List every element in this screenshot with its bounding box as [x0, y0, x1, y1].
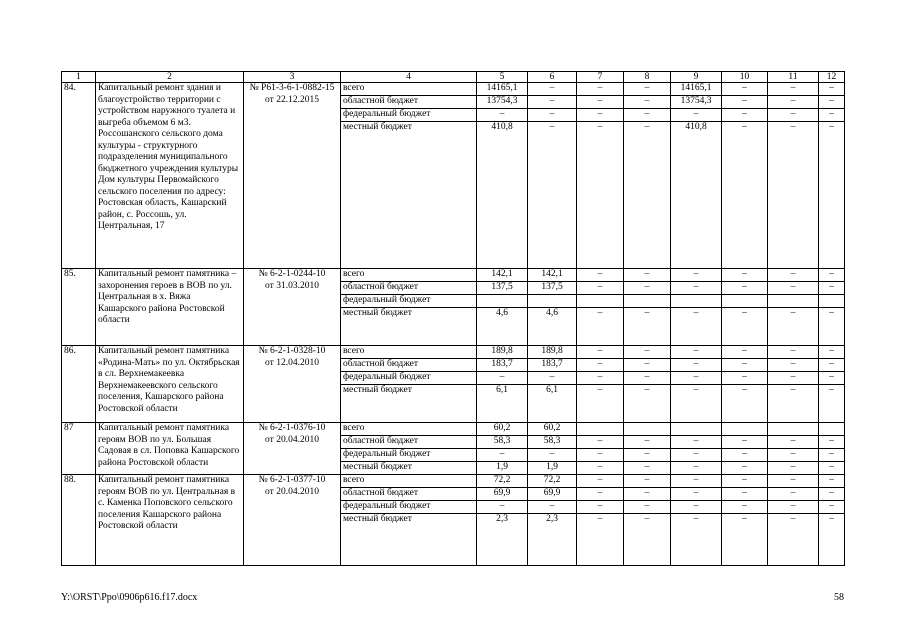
funding-source: всего	[341, 83, 477, 96]
value-cell: –	[768, 359, 819, 372]
header-cell: 12	[819, 72, 845, 83]
object-name: Капитальный ремонт памятника героям ВОВ по ул. Центральная в с. Каменка Поповского сельского поселения Кашарского района Ростовской области	[96, 475, 244, 566]
value-cell: –	[819, 475, 845, 488]
value-cell: –	[671, 359, 722, 372]
table-row	[62, 83, 845, 96]
value-cell: –	[624, 385, 671, 423]
value-cell: 6,1	[477, 385, 528, 423]
funding-source: областной бюджет	[341, 488, 477, 501]
value-cell: –	[819, 269, 845, 282]
funding-source: федеральный бюджет	[341, 372, 477, 385]
value-cell: –	[768, 83, 819, 96]
value-cell: –	[577, 372, 624, 385]
value-cell: 2,3	[528, 514, 577, 566]
value-cell: –	[768, 308, 819, 346]
document-sheet	[61, 71, 844, 566]
value-cell: 2,3	[477, 514, 528, 566]
funding-source: всего	[341, 269, 477, 282]
value-cell: –	[819, 449, 845, 462]
value-cell: –	[624, 269, 671, 282]
value-cell: –	[722, 514, 768, 566]
value-cell: –	[768, 372, 819, 385]
header-cell: 9	[671, 72, 722, 83]
value-cell	[768, 423, 819, 436]
value-cell: –	[722, 475, 768, 488]
value-cell	[722, 423, 768, 436]
value-cell: –	[819, 308, 845, 346]
record-number: 85.	[62, 269, 96, 346]
value-cell: –	[722, 501, 768, 514]
value-cell: 13754,3	[671, 96, 722, 109]
value-cell: 14165,1	[671, 83, 722, 96]
value-cell: 60,2	[477, 423, 528, 436]
object-name: Капитальный ремонт здания и благоустройство территории с устройством наружного туалета и выгреба объемом 6 м3. Россошанского сельского дома культуры - структурного подразделения муниципального бюджетного учреждения культуры Дом культуры Первомайского сельского поселения по адресу: Ростовская область, Кашарский район, с. Россошь, ул. Центральная, 17	[96, 83, 244, 269]
funding-source: местный бюджет	[341, 122, 477, 269]
value-cell: –	[768, 269, 819, 282]
value-cell: 69,9	[477, 488, 528, 501]
record-number: 88.	[62, 475, 96, 566]
value-cell: –	[768, 449, 819, 462]
value-cell: –	[624, 282, 671, 295]
value-cell: –	[577, 385, 624, 423]
header-cell: 10	[722, 72, 768, 83]
value-cell: –	[624, 372, 671, 385]
value-cell: –	[528, 501, 577, 514]
value-cell: –	[577, 346, 624, 359]
value-cell	[477, 295, 528, 308]
value-cell: –	[819, 346, 845, 359]
value-cell: 189,8	[477, 346, 528, 359]
value-cell: 60,2	[528, 423, 577, 436]
value-cell: –	[671, 488, 722, 501]
value-cell: 69,9	[528, 488, 577, 501]
value-cell	[819, 423, 845, 436]
value-cell: –	[577, 122, 624, 269]
value-cell: 142,1	[528, 269, 577, 282]
value-cell: –	[624, 122, 671, 269]
value-cell: 142,1	[477, 269, 528, 282]
value-cell: –	[819, 488, 845, 501]
funding-source: областной бюджет	[341, 96, 477, 109]
record-number: 84.	[62, 83, 96, 269]
value-cell: –	[722, 122, 768, 269]
value-cell	[528, 295, 577, 308]
table-row	[62, 269, 845, 282]
value-cell: –	[577, 514, 624, 566]
contract-number: № 6-2-1-0377-10 от 20.04.2010	[244, 475, 341, 566]
funding-source: федеральный бюджет	[341, 449, 477, 462]
funding-source: областной бюджет	[341, 436, 477, 449]
value-cell: –	[722, 372, 768, 385]
value-cell: –	[624, 109, 671, 122]
header-cell: 4	[341, 72, 477, 83]
value-cell: –	[671, 501, 722, 514]
table-row	[62, 423, 845, 436]
object-name: Капитальный ремонт памятника «Родина-Мать» по ул. Октябрьская в сл. Верхнемакеевка Верхнемакеевского сельского поселения, Кашарского района Ростовской области	[96, 346, 244, 423]
value-cell: –	[624, 475, 671, 488]
value-cell: –	[819, 122, 845, 269]
value-cell: 14165,1	[477, 83, 528, 96]
value-cell: 72,2	[477, 475, 528, 488]
header-cell: 8	[624, 72, 671, 83]
budget-table	[61, 71, 845, 566]
value-cell: 58,3	[477, 436, 528, 449]
value-cell: –	[671, 109, 722, 122]
value-cell: –	[577, 308, 624, 346]
value-cell: –	[722, 96, 768, 109]
value-cell: –	[624, 359, 671, 372]
value-cell: –	[577, 501, 624, 514]
funding-source: местный бюджет	[341, 462, 477, 475]
value-cell: –	[768, 514, 819, 566]
funding-source: всего	[341, 346, 477, 359]
value-cell: –	[819, 462, 845, 475]
value-cell: –	[768, 436, 819, 449]
table-row	[62, 346, 845, 359]
value-cell: –	[768, 109, 819, 122]
funding-source: местный бюджет	[341, 308, 477, 346]
value-cell: 183,7	[528, 359, 577, 372]
value-cell: –	[768, 475, 819, 488]
value-cell: –	[768, 488, 819, 501]
header-row	[62, 72, 845, 83]
funding-source: областной бюджет	[341, 282, 477, 295]
value-cell: –	[722, 385, 768, 423]
funding-source: областной бюджет	[341, 359, 477, 372]
value-cell: –	[722, 449, 768, 462]
contract-number: № Р61-3-6-1-0882-15 от 22.12.2015	[244, 83, 341, 269]
value-cell	[671, 423, 722, 436]
funding-source: местный бюджет	[341, 514, 477, 566]
value-cell: –	[722, 346, 768, 359]
header-cell: 11	[768, 72, 819, 83]
value-cell: 58,3	[528, 436, 577, 449]
value-cell: –	[577, 83, 624, 96]
value-cell: –	[768, 122, 819, 269]
value-cell: 13754,3	[477, 96, 528, 109]
object-name: Капитальный ремонт памятника – захоронения героев в ВОВ по ул. Центральная в х. Вяжа Кашарского района Ростовской области	[96, 269, 244, 346]
record-number: 86.	[62, 346, 96, 423]
contract-number: № 6-2-1-0244-10 от 31.03.2010	[244, 269, 341, 346]
value-cell: –	[722, 308, 768, 346]
footer-file-path: Y:\ORST\Ppo\0906p616.f17.docx	[61, 592, 198, 603]
value-cell: –	[722, 83, 768, 96]
value-cell: –	[577, 96, 624, 109]
value-cell: –	[624, 308, 671, 346]
table-row	[62, 475, 845, 488]
header-cell: 2	[96, 72, 244, 83]
value-cell: –	[528, 96, 577, 109]
header-cell: 6	[528, 72, 577, 83]
value-cell: –	[577, 109, 624, 122]
value-cell: –	[819, 385, 845, 423]
value-cell	[671, 295, 722, 308]
value-cell	[577, 423, 624, 436]
value-cell: –	[477, 109, 528, 122]
value-cell: –	[819, 96, 845, 109]
value-cell: –	[577, 462, 624, 475]
value-cell: –	[819, 359, 845, 372]
value-cell: –	[768, 462, 819, 475]
value-cell: –	[819, 514, 845, 566]
funding-source: федеральный бюджет	[341, 109, 477, 122]
value-cell: –	[722, 462, 768, 475]
value-cell	[819, 295, 845, 308]
funding-source: всего	[341, 423, 477, 436]
value-cell: 137,5	[477, 282, 528, 295]
value-cell: –	[768, 501, 819, 514]
value-cell: –	[671, 462, 722, 475]
value-cell: 137,5	[528, 282, 577, 295]
value-cell	[768, 295, 819, 308]
value-cell: –	[768, 282, 819, 295]
value-cell: –	[577, 449, 624, 462]
value-cell: –	[577, 475, 624, 488]
funding-source: федеральный бюджет	[341, 501, 477, 514]
value-cell: 72,2	[528, 475, 577, 488]
value-cell	[624, 295, 671, 308]
value-cell: 4,6	[477, 308, 528, 346]
value-cell: –	[819, 372, 845, 385]
value-cell: –	[624, 83, 671, 96]
funding-source: местный бюджет	[341, 385, 477, 423]
value-cell: 1,9	[528, 462, 577, 475]
value-cell	[722, 295, 768, 308]
header-cell: 3	[244, 72, 341, 83]
value-cell: –	[624, 436, 671, 449]
value-cell: –	[528, 83, 577, 96]
value-cell: –	[722, 282, 768, 295]
value-cell: –	[671, 372, 722, 385]
value-cell: –	[671, 449, 722, 462]
record-number: 87	[62, 423, 96, 475]
value-cell: –	[624, 449, 671, 462]
value-cell: –	[671, 269, 722, 282]
value-cell: –	[577, 359, 624, 372]
header-cell: 7	[577, 72, 624, 83]
value-cell: –	[768, 385, 819, 423]
value-cell: –	[768, 346, 819, 359]
value-cell: –	[528, 372, 577, 385]
value-cell	[624, 423, 671, 436]
value-cell: 1,9	[477, 462, 528, 475]
value-cell: –	[624, 96, 671, 109]
value-cell: –	[819, 436, 845, 449]
value-cell: –	[819, 83, 845, 96]
funding-source: федеральный бюджет	[341, 295, 477, 308]
value-cell: –	[577, 436, 624, 449]
value-cell: –	[819, 501, 845, 514]
value-cell: –	[671, 436, 722, 449]
value-cell: 410,8	[671, 122, 722, 269]
value-cell: –	[671, 346, 722, 359]
value-cell: –	[722, 359, 768, 372]
value-cell: –	[819, 282, 845, 295]
value-cell: –	[671, 385, 722, 423]
value-cell: –	[671, 514, 722, 566]
value-cell: –	[671, 308, 722, 346]
value-cell: –	[528, 449, 577, 462]
header-cell: 5	[477, 72, 528, 83]
value-cell: –	[577, 269, 624, 282]
contract-number: № 6-2-1-0328-10 от 12.04.2010	[244, 346, 341, 423]
value-cell: –	[624, 462, 671, 475]
funding-source: всего	[341, 475, 477, 488]
value-cell: –	[671, 475, 722, 488]
value-cell: 189,8	[528, 346, 577, 359]
value-cell: –	[624, 514, 671, 566]
table-body	[62, 72, 845, 566]
value-cell	[577, 295, 624, 308]
contract-number: № 6-2-1-0376-10 от 20.04.2010	[244, 423, 341, 475]
value-cell: –	[722, 109, 768, 122]
value-cell: –	[577, 488, 624, 501]
footer-page-number: 58	[834, 592, 844, 603]
value-cell: –	[477, 372, 528, 385]
value-cell: 4,6	[528, 308, 577, 346]
value-cell: 410,8	[477, 122, 528, 269]
value-cell: –	[624, 488, 671, 501]
value-cell: –	[722, 488, 768, 501]
value-cell: –	[768, 96, 819, 109]
value-cell: 6,1	[528, 385, 577, 423]
value-cell: –	[477, 501, 528, 514]
object-name: Капитальный ремонт памятника героям ВОВ по ул. Большая Садовая в сл. Поповка Кашарского района Ростовской области	[96, 423, 244, 475]
value-cell: 183,7	[477, 359, 528, 372]
value-cell: –	[722, 436, 768, 449]
value-cell: –	[528, 122, 577, 269]
value-cell: –	[819, 109, 845, 122]
value-cell: –	[671, 282, 722, 295]
value-cell: –	[477, 449, 528, 462]
value-cell: –	[528, 109, 577, 122]
value-cell: –	[624, 501, 671, 514]
value-cell: –	[722, 269, 768, 282]
header-cell: 1	[62, 72, 96, 83]
value-cell: –	[577, 282, 624, 295]
value-cell: –	[624, 346, 671, 359]
